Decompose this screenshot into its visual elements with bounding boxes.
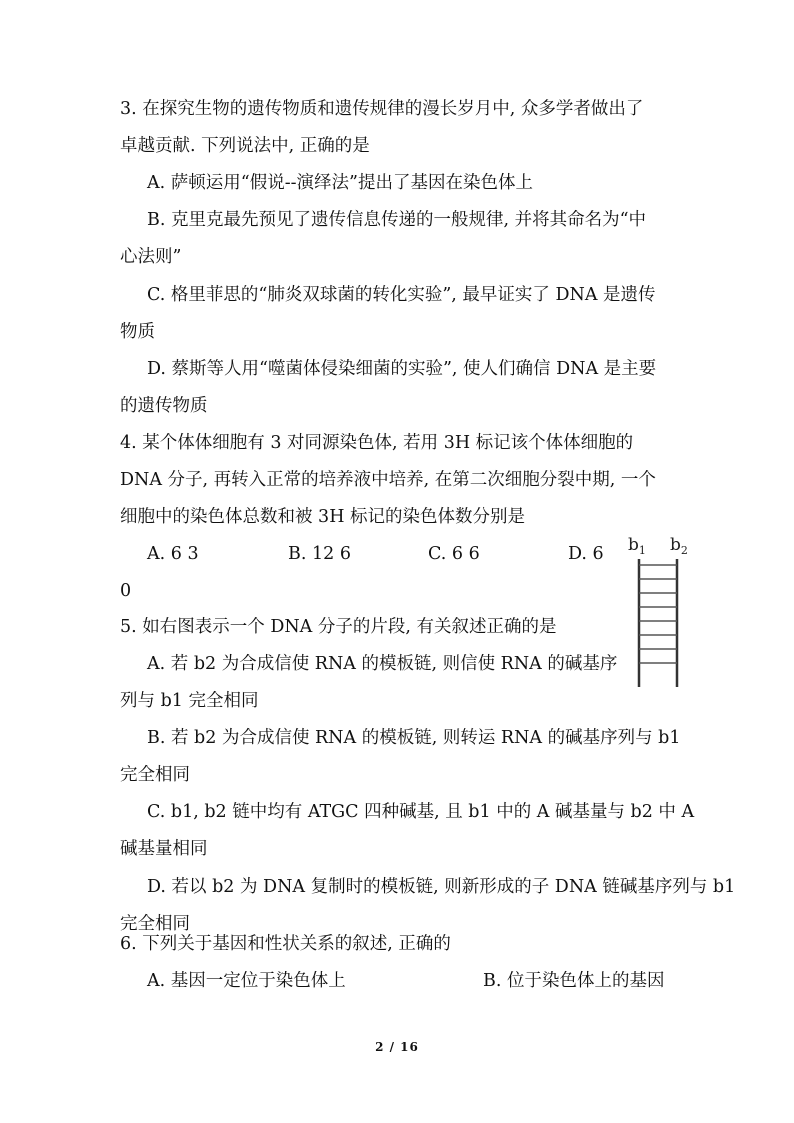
q4-option-d-wrap: 0 [120,581,132,601]
q3-option-d-line2: 的遗传物质 [120,396,208,416]
q3-option-c-line2: 物质 [120,322,155,342]
q4-option-b: B. 12 6 [288,544,351,564]
q4-option-a: A. 6 3 [147,544,199,564]
q3-option-c-line1: C. 格里菲思的“肺炎双球菌的转化实验”, 最早证实了 DNA 是遗传 [147,285,656,305]
q5-option-b-line2: 完全相同 [120,765,190,785]
figure-label-b1: $b_1$ [628,535,646,557]
q4-stem-line3: 细胞中的染色体总数和被 3H 标记的染色体数分别是 [120,507,526,527]
figure-label-b2: $b_2$ [670,535,688,557]
dna-ladder-figure [626,535,696,690]
q5-option-a-line1: A. 若 b2 为合成信使 RNA 的模板链, 则信使 RNA 的碱基序 [147,654,618,674]
q5-stem: 5. 如右图表示一个 DNA 分子的片段, 有关叙述正确的是 [120,617,557,637]
q6-option-b: B. 位于染色体上的基因 [483,971,665,991]
base-pair-rungs [639,565,677,663]
q5-option-d-line1: D. 若以 b2 为 DNA 复制时的模板链, 则新形成的子 DNA 链碱基序列与 b1 [147,877,736,897]
q6-stem: 6. 下列关于基因和性状关系的叙述, 正确的 [120,934,451,954]
q3-option-b-line2: 心法则” [120,247,182,267]
q4-option-d: D. 6 [568,544,604,564]
q3-stem-line2: 卓越贡献. 下列说法中, 正确的是 [120,136,370,156]
q4-stem-line1: 4. 某个体体细胞有 3 对同源染色体, 若用 3H 标记该个体体细胞的 [120,433,634,453]
q5-option-c-line2: 碱基量相同 [120,839,208,859]
q4-stem-line2: DNA 分子, 再转入正常的培养液中培养, 在第二次细胞分裂中期, 一个 [120,470,656,490]
q5-option-c-line1: C. b1, b2 链中均有 ATGC 四种碱基, 且 b1 中的 A 碱基量与 b2 中 A [147,802,695,822]
page-number: 2 / 16 [375,1040,419,1054]
q6-option-a: A. 基因一定位于染色体上 [147,971,346,991]
q4-option-c: C. 6 6 [428,544,480,564]
q5-option-d-line2: 完全相同 [120,914,190,934]
q5-option-a-line2: 列与 b1 完全相同 [120,691,259,711]
q3-option-b-line1: B. 克里克最先预见了遗传信息传递的一般规律, 并将其命名为“中 [147,210,647,230]
q3-option-a: A. 萨顿运用“假说--演绎法”提出了基因在染色体上 [147,173,533,193]
q5-option-b-line1: B. 若 b2 为合成信使 RNA 的模板链, 则转运 RNA 的碱基序列与 b1 [147,728,681,748]
q3-option-d-line1: D. 蔡斯等人用“噬菌体侵染细菌的实验”, 使人们确信 DNA 是主要 [147,359,657,379]
q3-stem-line1: 3. 在探究生物的遗传物质和遗传规律的漫长岁月中, 众多学者做出了 [120,99,644,119]
